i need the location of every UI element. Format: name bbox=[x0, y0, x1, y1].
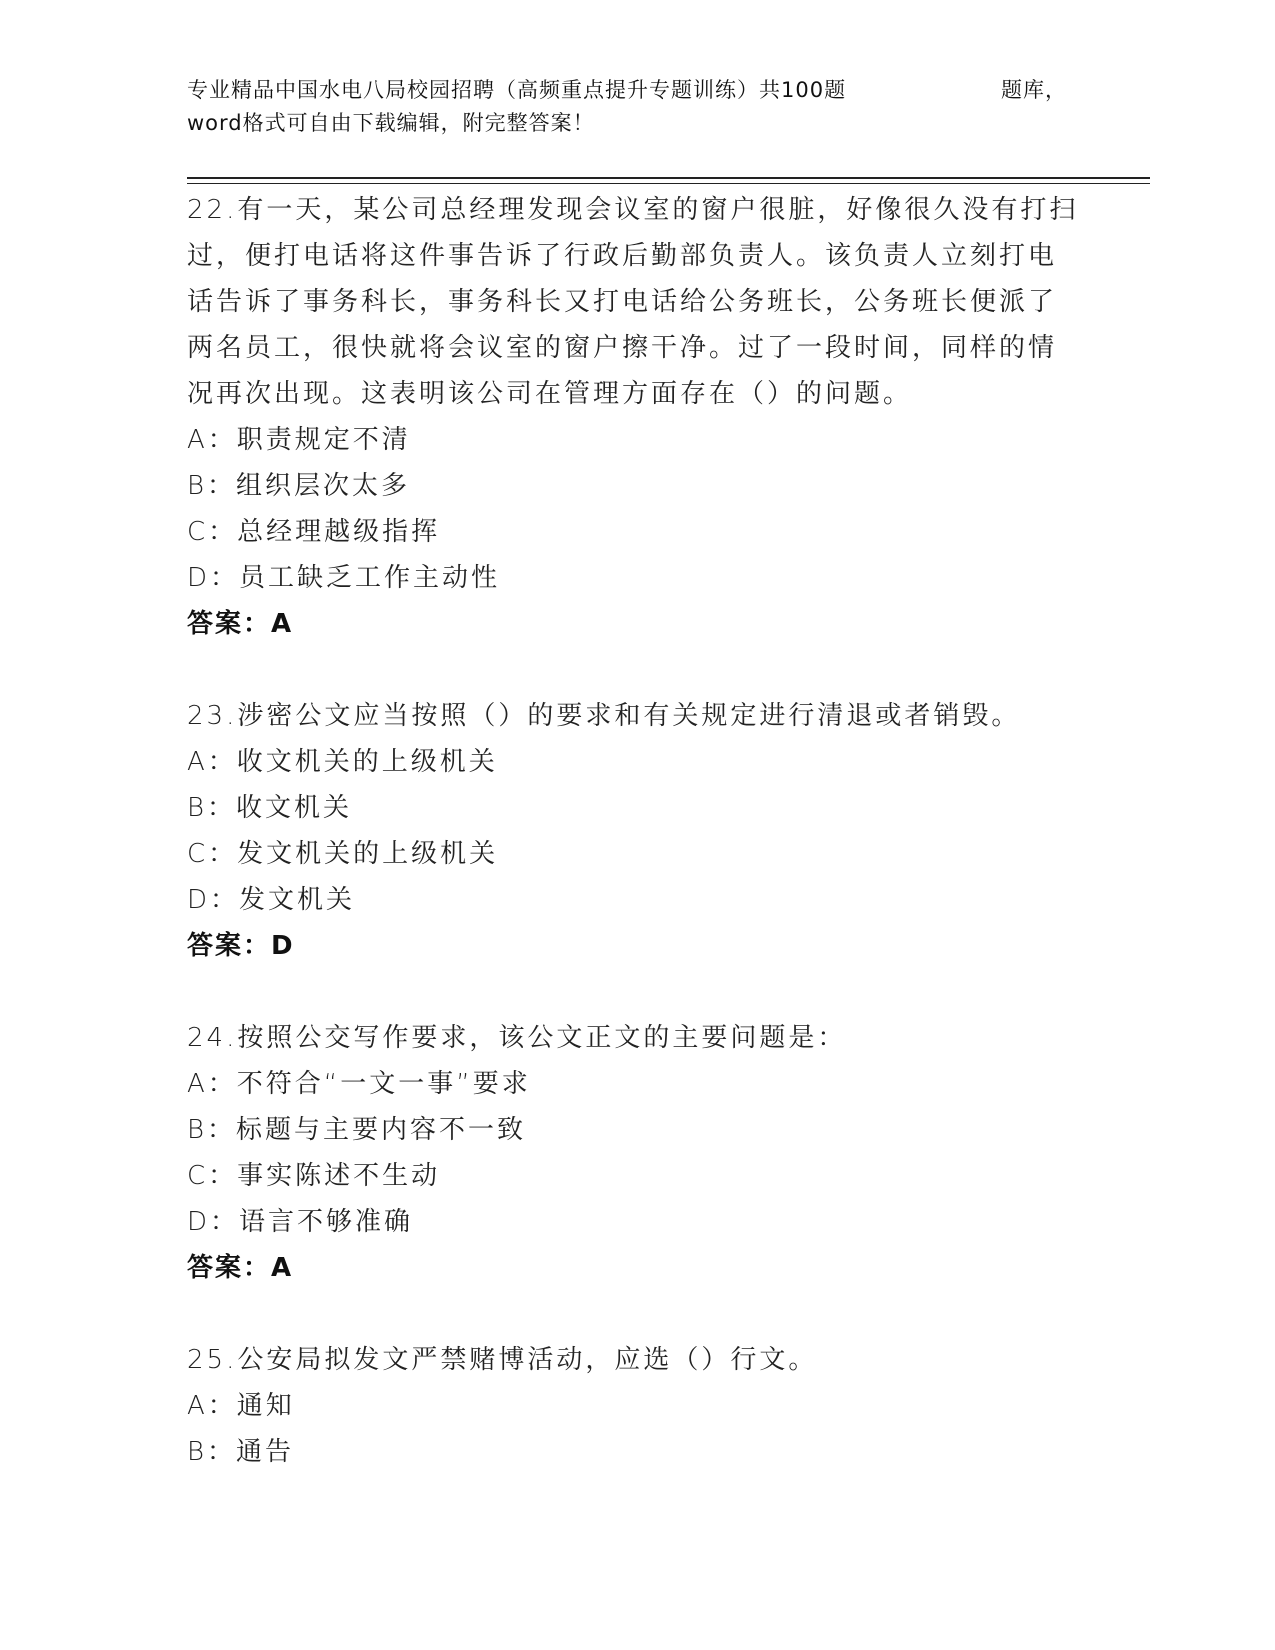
option-b: B：通告 bbox=[187, 1437, 295, 1467]
option-d: D：语言不够准确 bbox=[187, 1207, 414, 1237]
question-stem-line: 况再次出现。这表明该公司在管理方面存在（）的问题。 bbox=[187, 379, 913, 409]
question-stem-line: 话告诉了事务科长，事务科长又打电话给公务班长，公务班长便派了 bbox=[187, 287, 1058, 317]
question-25 bbox=[187, 1337, 1087, 1475]
question-stem-line: 过，便打电话将这件事告诉了行政后勤部负责人。该负责人立刻打电 bbox=[187, 241, 1058, 271]
header-title-suffix: 题库， bbox=[1001, 78, 1067, 102]
question-24 bbox=[187, 1015, 1087, 1291]
option-a: A：职责规定不清 bbox=[187, 425, 411, 455]
question-stem-line: 23.涉密公文应当按照（）的要求和有关规定进行清退或者销毁。 bbox=[187, 701, 1021, 731]
option-c: C：总经理越级指挥 bbox=[187, 517, 441, 547]
question-stem-line: 25.公安局拟发文严禁赌博活动，应选（）行文。 bbox=[187, 1345, 818, 1375]
option-a: A：不符合“一文一事”要求 bbox=[187, 1069, 531, 1099]
question-stem-line: 24.按照公交写作要求，该公文正文的主要问题是： bbox=[187, 1023, 847, 1053]
header-subtitle: word格式可自由下载编辑，附完整答案！ bbox=[187, 111, 595, 135]
question-22 bbox=[187, 187, 1087, 647]
option-a: A：收文机关的上级机关 bbox=[187, 747, 498, 777]
question-spacer bbox=[187, 647, 1087, 693]
header-line-1 bbox=[187, 74, 1067, 107]
option-d: D：发文机关 bbox=[187, 885, 356, 915]
header-divider-thin bbox=[187, 183, 1150, 184]
header-title: 专业精品中国水电八局校园招聘（高频重点提升专题训练）共100题 bbox=[187, 78, 847, 102]
question-23 bbox=[187, 693, 1087, 969]
option-b: B：组织层次太多 bbox=[187, 471, 411, 501]
option-a: A：通知 bbox=[187, 1391, 295, 1421]
option-b: B：标题与主要内容不一致 bbox=[187, 1115, 527, 1145]
option-d: D：员工缺乏工作主动性 bbox=[187, 563, 501, 593]
question-stem-line: 22.有一天，某公司总经理发现会议室的窗户很脏，好像很久没有打扫 bbox=[187, 195, 1079, 225]
option-b: B：收文机关 bbox=[187, 793, 353, 823]
question-stem-line: 两名员工，很快就将会议室的窗户擦干净。过了一段时间，同样的情 bbox=[187, 333, 1058, 363]
question-spacer bbox=[187, 1291, 1087, 1337]
header-divider-thick bbox=[187, 177, 1150, 179]
option-c: C：发文机关的上级机关 bbox=[187, 839, 499, 869]
answer: 答案：D bbox=[187, 931, 295, 961]
answer: 答案：A bbox=[187, 609, 294, 639]
answer: 答案：A bbox=[187, 1253, 294, 1283]
option-c: C：事实陈述不生动 bbox=[187, 1161, 441, 1191]
question-list bbox=[187, 187, 1087, 1475]
question-spacer bbox=[187, 969, 1087, 1015]
document-header bbox=[187, 74, 1087, 140]
